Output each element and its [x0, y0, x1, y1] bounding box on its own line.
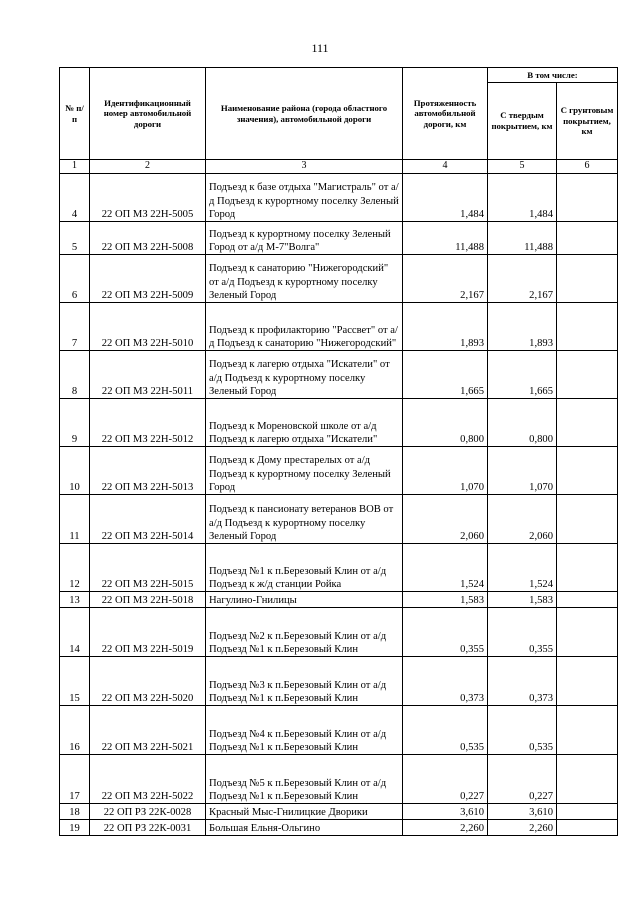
road-id-cell: 22 ОП МЗ 22Н-5021 [90, 706, 206, 755]
table-row [60, 706, 618, 755]
length-cell: 1,893 [403, 303, 488, 351]
length-cell: 0,227 [403, 755, 488, 804]
hard-surface-cell: 0,227 [488, 755, 557, 804]
row-number-cell: 11 [60, 495, 90, 544]
row-number-cell: 15 [60, 657, 90, 706]
header-group: В том числе: [488, 68, 618, 83]
hard-surface-cell: 1,070 [488, 447, 557, 495]
road-id-cell: 22 ОП РЗ 22К-0031 [90, 820, 206, 836]
hard-surface-cell: 0,800 [488, 399, 557, 447]
dirt-surface-cell [557, 174, 618, 222]
road-name-cell: Подъезд к санаторию "Нижегородский" от а/д Подъезд к курортному поселку Зеленый Город [206, 255, 403, 303]
hard-surface-cell: 1,524 [488, 544, 557, 592]
road-name-cell: Большая Ельня-Ольгино [206, 820, 403, 836]
row-number-cell: 5 [60, 222, 90, 255]
road-name-cell: Подъезд к базе отдыха "Магистраль" от а/д Подъезд к курортному поселку Зеленый Город [206, 174, 403, 222]
road-id-cell: 22 ОП МЗ 22Н-5014 [90, 495, 206, 544]
column-number: 4 [403, 160, 488, 174]
road-name-cell: Подъезд №3 к п.Березовый Клин от а/д Подъезд №1 к п.Березовый Клин [206, 657, 403, 706]
road-id-cell: 22 ОП МЗ 22Н-5022 [90, 755, 206, 804]
header-name: Наименование района (города областного значения), автомобильной дороги [206, 68, 403, 160]
column-number: 5 [488, 160, 557, 174]
hard-surface-cell: 1,484 [488, 174, 557, 222]
dirt-surface-cell [557, 657, 618, 706]
header-dirt: С грунтовым покрытием, км [557, 83, 618, 160]
road-id-cell: 22 ОП МЗ 22Н-5005 [90, 174, 206, 222]
road-id-cell: 22 ОП МЗ 22Н-5015 [90, 544, 206, 592]
row-number-cell: 16 [60, 706, 90, 755]
row-number-cell: 18 [60, 804, 90, 820]
roads-table [59, 67, 618, 836]
dirt-surface-cell [557, 447, 618, 495]
length-cell: 1,665 [403, 351, 488, 399]
dirt-surface-cell [557, 303, 618, 351]
length-cell: 0,800 [403, 399, 488, 447]
table-body [60, 160, 618, 836]
road-name-cell: Нагулино-Гнилицы [206, 592, 403, 608]
table-row [60, 544, 618, 592]
road-id-cell: 22 ОП МЗ 22Н-5012 [90, 399, 206, 447]
hard-surface-cell: 2,060 [488, 495, 557, 544]
dirt-surface-cell [557, 804, 618, 820]
row-number-cell: 14 [60, 608, 90, 657]
length-cell: 0,535 [403, 706, 488, 755]
dirt-surface-cell [557, 255, 618, 303]
row-number-cell: 6 [60, 255, 90, 303]
road-name-cell: Подъезд №4 к п.Березовый Клин от а/д Подъезд №1 к п.Березовый Клин [206, 706, 403, 755]
road-name-cell: Подъезд №2 к п.Березовый Клин от а/д Подъезд №1 к п.Березовый Клин [206, 608, 403, 657]
table-row [60, 174, 618, 222]
column-number-row [60, 160, 618, 174]
length-cell: 1,583 [403, 592, 488, 608]
table-row [60, 820, 618, 836]
length-cell: 1,070 [403, 447, 488, 495]
road-name-cell: Подъезд к Дому престарелых от а/д Подъезд к курортному поселку Зеленый Город [206, 447, 403, 495]
length-cell: 0,373 [403, 657, 488, 706]
hard-surface-cell: 0,373 [488, 657, 557, 706]
table-row [60, 495, 618, 544]
road-id-cell: 22 ОП МЗ 22Н-5018 [90, 592, 206, 608]
length-cell: 2,167 [403, 255, 488, 303]
header-length: Протяженность автомобильной дороги, км [403, 68, 488, 160]
road-name-cell: Подъезд к лагерю отдыха "Искатели" от а/д Подъезд к курортному поселку Зеленый Город [206, 351, 403, 399]
hard-surface-cell: 1,583 [488, 592, 557, 608]
row-number-cell: 7 [60, 303, 90, 351]
header-num: № п/п [60, 68, 90, 160]
column-number: 1 [60, 160, 90, 174]
dirt-surface-cell [557, 399, 618, 447]
table-row [60, 804, 618, 820]
dirt-surface-cell [557, 592, 618, 608]
length-cell: 11,488 [403, 222, 488, 255]
dirt-surface-cell [557, 706, 618, 755]
header-hard: С твердым покрытием, км [488, 83, 557, 160]
table-row [60, 657, 618, 706]
dirt-surface-cell [557, 222, 618, 255]
length-cell: 2,060 [403, 495, 488, 544]
hard-surface-cell: 11,488 [488, 222, 557, 255]
road-id-cell: 22 ОП МЗ 22Н-5013 [90, 447, 206, 495]
dirt-surface-cell [557, 351, 618, 399]
dirt-surface-cell [557, 544, 618, 592]
road-name-cell: Подъезд к профилакторию "Рассвет" от а/д Подъезд к санаторию "Нижегородский" [206, 303, 403, 351]
road-id-cell: 22 ОП МЗ 22Н-5009 [90, 255, 206, 303]
road-id-cell: 22 ОП МЗ 22Н-5008 [90, 222, 206, 255]
row-number-cell: 8 [60, 351, 90, 399]
length-cell: 2,260 [403, 820, 488, 836]
dirt-surface-cell [557, 755, 618, 804]
hard-surface-cell: 2,260 [488, 820, 557, 836]
row-number-cell: 9 [60, 399, 90, 447]
dirt-surface-cell [557, 820, 618, 836]
road-name-cell: Подъезд №5 к п.Березовый Клин от а/д Подъезд №1 к п.Березовый Клин [206, 755, 403, 804]
row-number-cell: 13 [60, 592, 90, 608]
road-name-cell: Подъезд к курортному поселку Зеленый Город от а/д М-7"Волга" [206, 222, 403, 255]
column-number: 2 [90, 160, 206, 174]
table-row [60, 608, 618, 657]
table-row [60, 592, 618, 608]
table-row [60, 447, 618, 495]
page-number: 111 [311, 41, 329, 55]
hard-surface-cell: 0,355 [488, 608, 557, 657]
road-name-cell: Красный Мыс-Гнилицкие Дворики [206, 804, 403, 820]
length-cell: 1,524 [403, 544, 488, 592]
table-row [60, 222, 618, 255]
row-number-cell: 10 [60, 447, 90, 495]
column-number: 6 [557, 160, 618, 174]
row-number-cell: 12 [60, 544, 90, 592]
road-name-cell: Подъезд к Мореновской школе от а/д Подъезд к лагерю отдыха "Искатели" [206, 399, 403, 447]
row-number-cell: 19 [60, 820, 90, 836]
road-id-cell: 22 ОП МЗ 22Н-5020 [90, 657, 206, 706]
table-row [60, 255, 618, 303]
row-number-cell: 17 [60, 755, 90, 804]
table-header [60, 68, 618, 160]
road-id-cell: 22 ОП МЗ 22Н-5011 [90, 351, 206, 399]
hard-surface-cell: 0,535 [488, 706, 557, 755]
table-row [60, 303, 618, 351]
length-cell: 0,355 [403, 608, 488, 657]
length-cell: 3,610 [403, 804, 488, 820]
length-cell: 1,484 [403, 174, 488, 222]
table-row [60, 351, 618, 399]
table-row [60, 399, 618, 447]
road-name-cell: Подъезд №1 к п.Березовый Клин от а/д Подъезд к ж/д станции Ройка [206, 544, 403, 592]
road-id-cell: 22 ОП МЗ 22Н-5010 [90, 303, 206, 351]
table-row [60, 755, 618, 804]
road-name-cell: Подъезд к пансионату ветеранов ВОВ от а/д Подъезд к курортному поселку Зеленый Город [206, 495, 403, 544]
header-code: Идентификационный номер автомобильной дороги [90, 68, 206, 160]
hard-surface-cell: 2,167 [488, 255, 557, 303]
dirt-surface-cell [557, 608, 618, 657]
hard-surface-cell: 1,893 [488, 303, 557, 351]
road-id-cell: 22 ОП РЗ 22К-0028 [90, 804, 206, 820]
road-id-cell: 22 ОП МЗ 22Н-5019 [90, 608, 206, 657]
dirt-surface-cell [557, 495, 618, 544]
row-number-cell: 4 [60, 174, 90, 222]
column-number: 3 [206, 160, 403, 174]
hard-surface-cell: 3,610 [488, 804, 557, 820]
hard-surface-cell: 1,665 [488, 351, 557, 399]
